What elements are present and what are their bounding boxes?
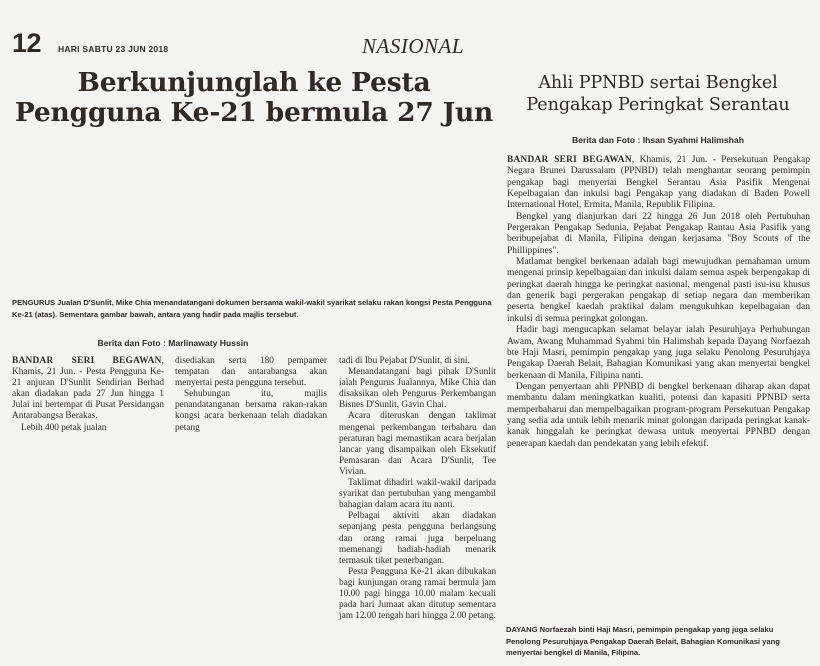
lead-column-2: [175, 356, 327, 434]
paragraph: Pesta Pengguna Ke-21 akan dibukakan bagi kunjungan orang ramai bermula jam 10.00 pagi hingga 10.00 malam kecuali pada hari Jumaat akan ditutup sementara jam 12.00 tengah hari hingga 2.00 petang.: [339, 566, 496, 622]
section-title: NASIONAL: [362, 34, 465, 58]
paragraph-text: , Khamis, 21 Jun. - Pesta Pengguna Ke-21 anjuran D'Sunlit Sendirian Berhad akan diadakan pada 27 Jun hingga 1 Julai ini bertempat di Pusat Persidangan Antarabangsa Berakas.: [12, 356, 164, 422]
dateline: BANDAR SERI BEGAWAN: [12, 356, 162, 366]
lead-column-1: [12, 356, 164, 434]
paragraph: Bengkel yang dianjurkan dari 22 hingga 26 Jun 2018 oleh Pertubuhan Pergerakan Pengakap Sedunia, Pejabat Pengakap Rantau Asia Pasifik yang beribupejabat di Manila, Filipina dengan kerjasama "Boy Scouts of the Phillippines".: [507, 211, 810, 256]
side-headline: Ahli PPNBD sertai Bengkel Pengakap Peringkat Serantau: [526, 73, 790, 115]
paragraph-text: , Khamis, 21 Jun. - Persekutuan Pengakap Negara Brunei Darussalam (PPNBD) telah menghantar seorang pemimpin pengakap bagi menyertai Bengkel Serantau Asia Pasifik Mengenai Kepelbagaian dan inkulsi bagi Pengakap yang diadakan di Baden Powell International Hotel, Ermita, Manila, Republik Filipina.: [507, 155, 810, 211]
masthead: [12, 28, 808, 62]
lead-headline: Berkunjunglah ke Pesta Pengguna Ke-21 bermula 27 Jun: [14, 67, 494, 128]
paragraph: tadi di Ibu Pejabat D'Sunlit, di sini.: [339, 356, 470, 366]
paragraph: Menandatangani bagi pihak D'Sunlit ialah Pengurus Jualannya, Mike Chia dan disaksikan oleh Pengurus Perkembangan Bisnes D'Sunlit, Gavin Chai.: [339, 367, 496, 411]
paragraph: Lebih 400 petak jualan: [21, 422, 107, 433]
paragraph: Matlamat bengkel berkenaan adalah bagi mewujudkan pemahaman umum mengenai prinsip kepelbagaian dan inkulsi dalam semua aspek berpengakap di peringkat daerah hingga ke peringkat nasional, mengenal pasti isu-isu khusus dan generik bagi pergerakan pengakap di setiap negara dan memberikan peserta bengkel kaedah praktikal dalam mengukuhkan kepelbagaian dan inkulsi di semua peringkat golongan.: [507, 257, 810, 324]
paragraph: Acara diteruskan dengan taklimat mengenai perkembangan terbaharu dan peraturan bagi memastikan acara berjalan lancar yang disampaikan oleh Eksekutif Pemasaran dan Acara D'Sunlit, Tee Vivian.: [339, 411, 496, 477]
paragraph: Dengan penyertaan ahli PPNBD di bengkel berkenaan diharap akan dapat membantu dalam meningkatkan kualiti, potensi dan kapasiti PPNBD serta memperbaharui dan mempelbagaikan program-program Persekutuan Pengakap yang sedia ada untuk lebih menarik minat golongan daripada peringkat kanak-kanak hinggalah ke peringkat dewasa untuk menyertai PPNBD dengan penerapan kaedah dan pendekatan yang lebih efektif.: [507, 381, 810, 449]
paragraph: Taklimat dihadiri wakil-wakil daripada syarikat dan pertubuhan yang mengambil bahagian dalam acara itu nanti.: [339, 478, 496, 511]
dateline: BANDAR SERI BEGAWAN: [507, 155, 632, 165]
paragraph: Sehubungan itu, majlis penandatanganan bersama rakan-rakan kongsi acara berkenaan telah diadakan petang: [175, 389, 327, 433]
side-article: [506, 72, 810, 116]
side-article-body: [507, 155, 810, 450]
lead-photo-caption: PENGURUS Jualan D'Sunlit, Mike Chia menandatangani dokumen bersama wakil-wakil syarikat selaku rakan kongsi Pesta Pengguna Ke-21 (atas). Sementara gambar bawah, antara yang hadir pada majlis tersebut.: [12, 298, 492, 319]
paragraph: disediakan serta 180 pempamer tempatan dan antarabangsa akan menyertai pesta pengguna tersebut.: [175, 356, 327, 389]
paragraph: Hadir bagi mengucapkan selamat belayar ialah Pesuruhjaya Perhubungan Awam, Awang Muhammad Syahmi bin Halimshah kepada Dayang Norfaezah bte Haji Masri, pemimpin pengakap yang juga selaku Penolong Pesuruhjaya Pengakap Daerah Belait, Bahagian Komunikasi yang akan menyertai bengkel berkenaan di Manila, Filipina nanti.: [507, 325, 810, 381]
publication-date: HARI SABTU 23 JUN 2018: [58, 44, 169, 54]
page-number: 12: [12, 28, 42, 58]
lead-article-photo: [12, 134, 496, 292]
side-byline: Berita dan Foto : Ihsan Syahmi Halimshah: [572, 135, 744, 145]
side-photo-caption: DAYANG Norfaezah binti Haji Masri, pemimpin pengakap yang juga selaku Penolong Pesuruhjaya Pengakap Daerah Belait, Bahagian Komunikasi yang menyertai bengkel di Manila, Filipina.: [506, 625, 780, 657]
lead-article: [12, 68, 496, 128]
paragraph: Pelbagai aktiviti akan diadakan sepanjang pesta pengguna berlangsung dan orang ramai juga berpeluang memenangi hadiah-hadiah menarik termasuk tiket penerbangan.: [339, 511, 496, 566]
paragraph: [12, 356, 164, 423]
side-article-photo: [506, 482, 810, 620]
lead-article-body: [12, 356, 496, 662]
lead-column-3: [339, 356, 496, 622]
paragraph: [507, 155, 810, 212]
lead-byline: Berita dan Foto : Marlinawaty Hussin: [97, 338, 249, 348]
